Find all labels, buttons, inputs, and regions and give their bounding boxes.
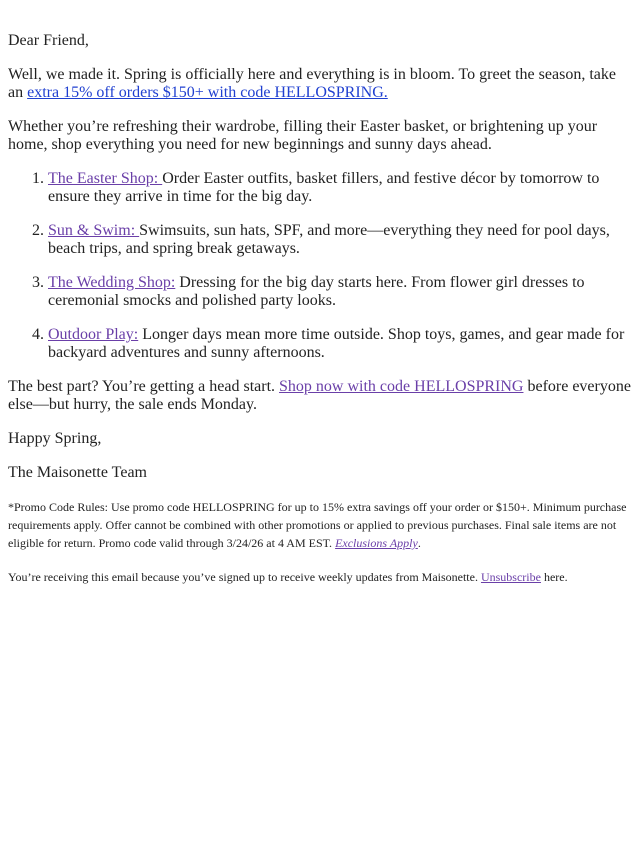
intro-paragraph bbox=[8, 66, 632, 102]
best-part-after: before everyone else—but hurry, the sale ends Monday. bbox=[8, 378, 631, 413]
promo-text: *Promo Code Rules: Use promo code HELLOSPRING for up to 15% extra savings off your order or $150+. Minimum purchase requirements apply. Offer cannot be combined with other promotions or applied to previous purchases. Final sale items are not eligible for return. Promo code valid through 3/24/26 at 4 AM EST. bbox=[8, 500, 627, 550]
unsubscribe-link[interactable]: Unsubscribe bbox=[480, 570, 541, 584]
shop-list bbox=[8, 170, 632, 362]
signoff: Happy Spring, bbox=[8, 430, 102, 447]
intro-text: Well, we made it. Spring is officially here and everything is in bloom. To greet the season, take an bbox=[8, 66, 616, 101]
shop-now-link[interactable]: Shop now with code HELLOSPRING bbox=[279, 378, 524, 395]
outdoor-play-link[interactable]: Outdoor Play: bbox=[48, 326, 139, 343]
wedding-shop-link[interactable]: The Wedding Shop: bbox=[48, 274, 176, 291]
list-item-text: Longer days mean more time outside. Shop toys, games, and gear made for backyard adventures and sunny afternoons. bbox=[48, 326, 625, 361]
list-item-text: Order Easter outfits, basket fillers, and festive décor by tomorrow to ensure they arrive in time for the big day. bbox=[48, 170, 600, 205]
shop-paragraph: Whether you’re refreshing their wardrobe, filling their Easter basket, or brightening up your home, shop everything you need for new beginnings and sunny days ahead. bbox=[8, 118, 598, 153]
exclusions-link[interactable] bbox=[335, 536, 418, 550]
footer-note bbox=[8, 568, 632, 586]
promo-after: . bbox=[417, 536, 421, 550]
promo-rules bbox=[8, 498, 632, 552]
list-item bbox=[48, 274, 632, 310]
list-item-text: Dressing for the big day starts here. From flower girl dresses to ceremonial smocks and polished party looks. bbox=[48, 274, 585, 309]
footer-text: You’re receiving this email because you’ve signed up to receive weekly updates from Maisonette. bbox=[8, 570, 481, 584]
signature: The Maisonette Team bbox=[8, 464, 147, 481]
list-item bbox=[48, 326, 632, 362]
exclusions-label: Exclusions Apply bbox=[335, 536, 418, 550]
list-item bbox=[48, 170, 632, 206]
footer-after: here. bbox=[540, 570, 568, 584]
sun-swim-link[interactable]: Sun & Swim: bbox=[48, 222, 140, 239]
list-item bbox=[48, 222, 632, 258]
list-item-text: Swimsuits, sun hats, SPF, and more—everything they need for pool days, beach trips, and spring break getaways. bbox=[48, 222, 610, 257]
easter-shop-link[interactable]: The Easter Shop: bbox=[48, 170, 163, 187]
offer-link[interactable]: extra 15% off orders $150+ with code HELLOSPRING. bbox=[27, 84, 388, 101]
best-part-paragraph bbox=[8, 378, 632, 414]
best-part-before: The best part? You’re getting a head start. bbox=[8, 378, 280, 395]
greeting: Dear Friend, bbox=[8, 32, 89, 49]
